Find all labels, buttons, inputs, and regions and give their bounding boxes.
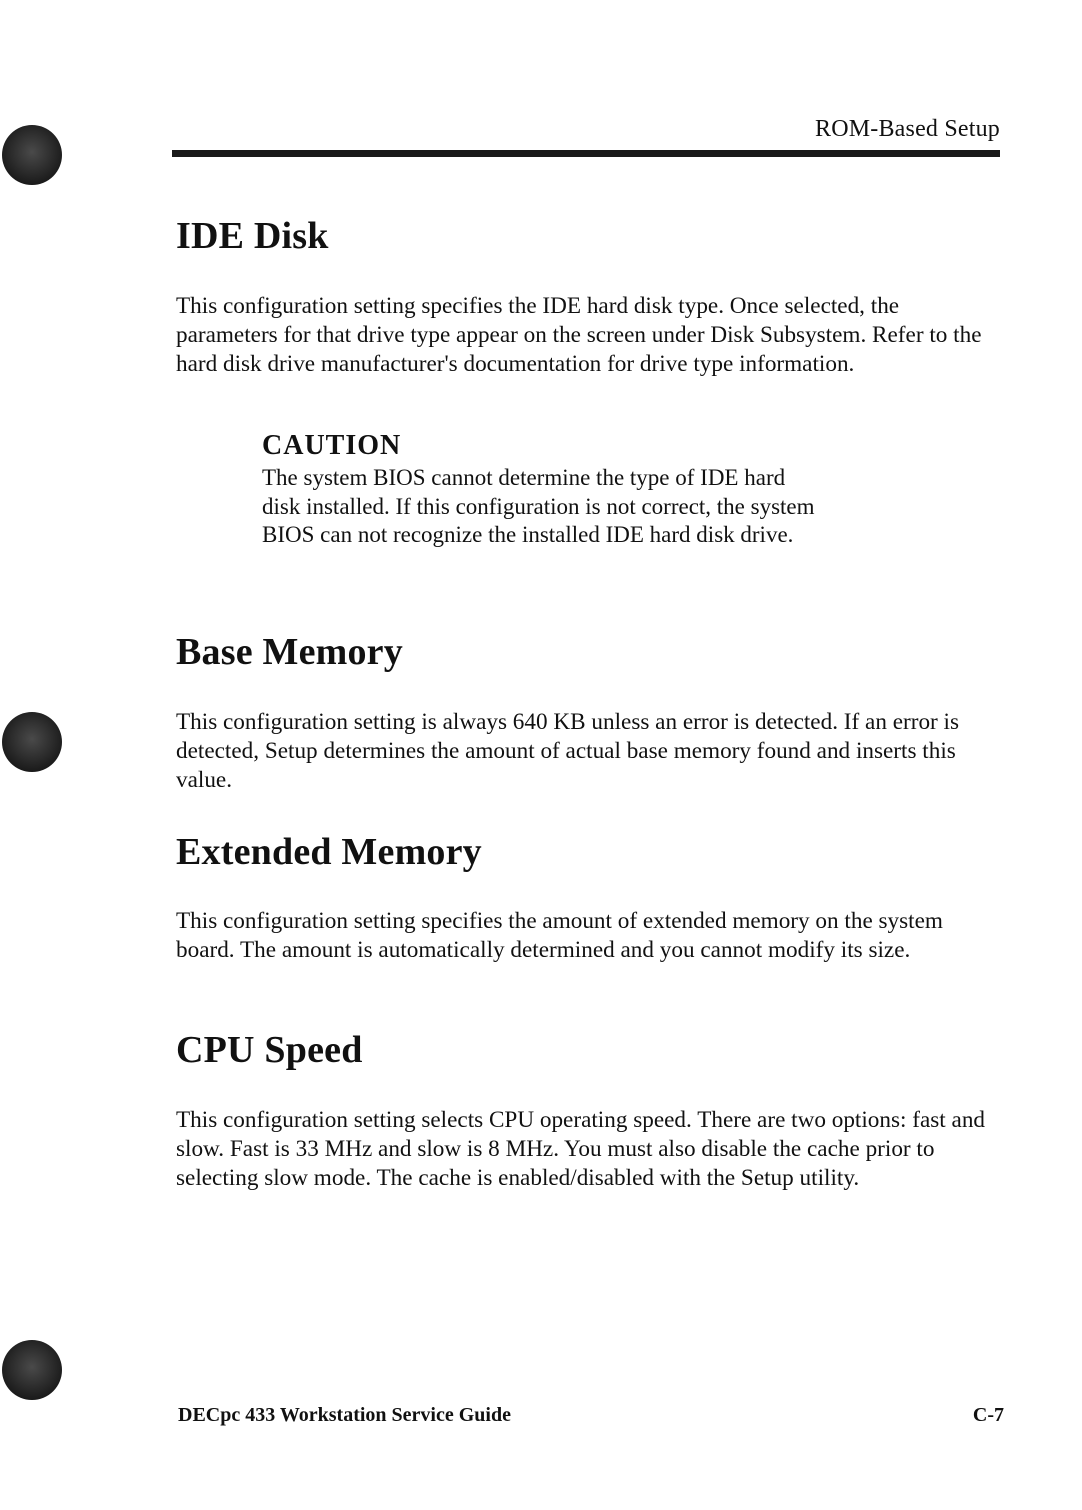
punch-hole-top [2,125,62,185]
section-cpu-speed-body [176,1106,996,1193]
punch-hole-middle [2,712,62,772]
section-body: This configuration setting selects CPU operating speed. There are two options: fast and slow. Fast is 33 MHz and slow is 8 MHz. You must also disable the cache prior to selecting slow mode. The cache is enabled/disabled with the Setup utility. [176,1107,986,1191]
section-extended-memory-body [176,907,976,965]
section-heading: Extended Memory [176,831,482,873]
section-ide-disk-body [176,292,1002,379]
section-heading: IDE Disk [176,215,329,257]
section-heading: Base Memory [176,631,403,673]
section-ide-disk [176,214,1006,258]
footer-title: DECpc 433 Workstation Service Guide [178,1404,511,1426]
page-number: C-7 [972,1404,1004,1426]
section-body: This configuration setting specifies the IDE hard disk type. Once selected, the parameters for that drive type appear on the screen under Disk Subsystem. Refer to the hard disk drive manufacturer's documentation for drive type information. [176,293,982,377]
header-rule [172,150,1000,157]
section-body: This configuration setting specifies the amount of extended memory on the system board. The amount is automatically determined and you cannot modify its size. [176,908,943,963]
section-heading: CPU Speed [176,1029,363,1071]
section-base-memory-body [176,708,988,795]
section-cpu-speed [176,1028,1006,1072]
section-extended-memory [176,830,1006,874]
section-base-memory [176,630,1006,674]
caution-text: The system BIOS cannot determine the type of IDE hard disk installed. If this configuration is not correct, the system BIOS can not recognize the installed IDE hard disk drive. [262,465,815,547]
caution-box [262,430,822,550]
punch-hole-bottom [2,1340,62,1400]
section-body: This configuration setting is always 640 KB unless an error is detected. If an error is detected, Setup determines the amount of actual base memory found and inserts this value. [176,709,960,793]
caution-title: CAUTION [262,430,402,461]
running-header: ROM-Based Setup [815,116,1000,142]
